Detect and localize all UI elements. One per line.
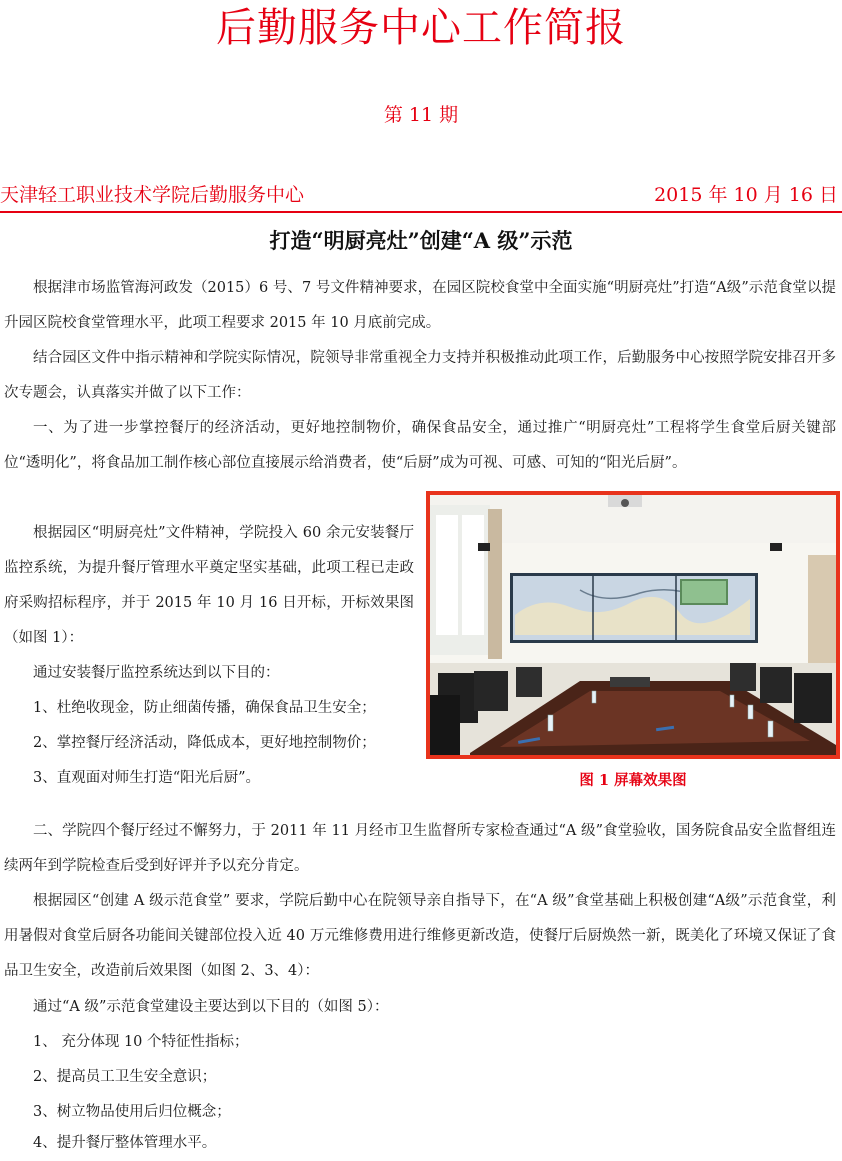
paragraph-section-two: 二、学院四个餐厅经过不懈努力，于 2011 年 11 月经市卫生监督所专家检查通过“A 级”食堂验收，国务院食品安全监督组连续两年到学院检查后受到好评并予以充分肯定。	[4, 823, 836, 874]
article-title: 打造“明厨亮灶”创建“A 级”示范	[269, 228, 573, 253]
paragraph-context: 结合园区文件中指示精神和学院实际情况，院领导非常重视全力支持并积极推动此项工作，后勤服务中心按照学院安排召开多次专题会，认真落实并做了以下工作：	[4, 350, 836, 401]
organization-name: 天津轻工职业技术学院后勤服务中心	[0, 184, 305, 206]
paragraph-goals-intro: 通过安装餐厅监控系统达到以下目的：	[33, 665, 280, 681]
figure-caption: 图 1 屏幕效果图	[579, 772, 687, 789]
paragraph-intro: 根据津市场监管海河政发（2015）6 号、7 号文件精神要求，在园区院校食堂中全面实施“明厨亮灶”打造“A级”示范食堂以提升园区院校食堂管理水平，此项工程要求 2015 年 10 月底前完成。	[4, 280, 836, 331]
paragraph-monitoring: 根据园区“明厨亮灶”文件精神，学院投入 60 余元安装餐厅监控系统，为提升餐厅管理水平奠定坚实基础，此项工程已走政府采购招标程序，并于 2015 年 10 月 16 日开标，开标效果图（如图 1）：	[4, 525, 414, 646]
monitoring-screen-photo	[426, 491, 840, 759]
header-divider	[0, 211, 842, 213]
goal-item: 2、掌控餐厅经济活动，降低成本，更好地控制物价；	[33, 735, 376, 751]
paragraph-renovation: 根据园区“创建 A 级示范食堂” 要求，学院后勤中心在院领导亲自指导下，在“A 级”食堂基础上积极创建“A级”示范食堂，利用暑假对食堂后厨各功能间关键部位投入近 40 万元维修费用进行维修更新改造，使餐厅后厨焕然一新，既美化了环境又保证了食品卫生安全，改造前后效果图（如图 2、3、4）：	[4, 893, 836, 979]
objective-item: 1、 充分体现 10 个特征性指标；	[33, 1034, 249, 1050]
conference-room-illustration	[430, 495, 836, 755]
goal-item: 1、杜绝收现金，防止细菌传播，确保食品卫生安全；	[33, 700, 376, 716]
newsletter-masthead: 后勤服务中心工作简报	[216, 5, 626, 51]
objective-item: 3、树立物品使用后归位概念；	[33, 1104, 231, 1120]
objective-item: 4、提升餐厅整体管理水平。	[33, 1135, 217, 1151]
publish-date: 2015 年 10 月 16 日	[654, 184, 838, 206]
paragraph-section-one: 一、为了进一步掌控餐厅的经济活动，更好地控制物价，确保食品安全，通过推广“明厨亮灶”工程将学生食堂后厨关键部位“透明化”，将食品加工制作核心部位直接展示给消费者，使“后厨”成为可视、可感、可知的“阳光后厨”。	[4, 420, 836, 471]
issue-number: 第 11 期	[383, 104, 459, 126]
paragraph-objectives-intro: 通过“A 级”示范食堂建设主要达到以下目的（如图 5）：	[33, 999, 389, 1015]
goal-item: 3、直观面对师生打造“阳光后厨”。	[33, 770, 261, 786]
objective-item: 2、提高员工卫生安全意识；	[33, 1069, 217, 1085]
